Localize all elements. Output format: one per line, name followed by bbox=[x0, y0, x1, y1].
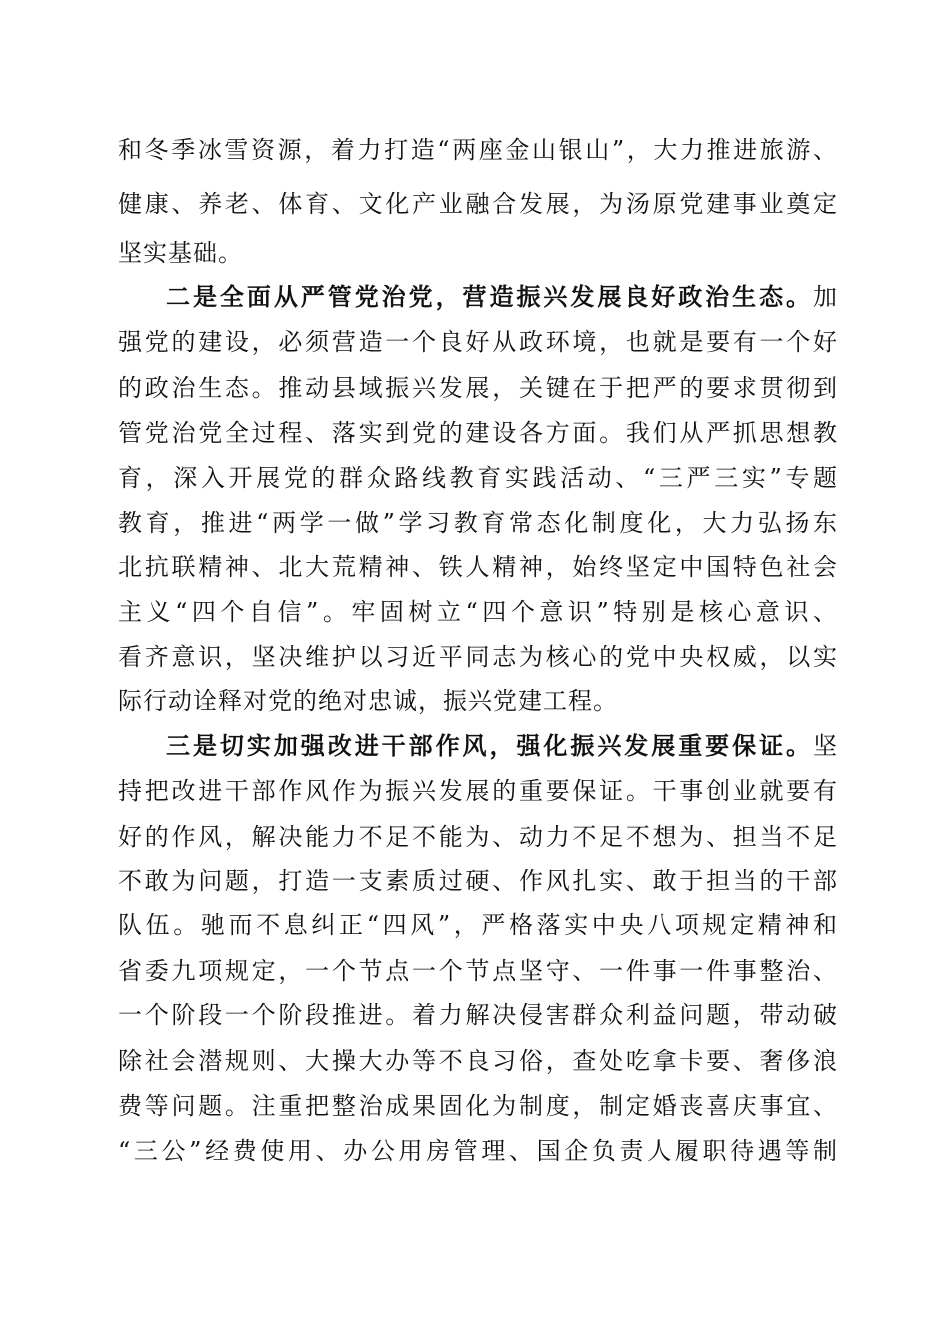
line-text: 北抗联精神、北大荒精神、铁人精神，始终坚定中国特色社会 bbox=[118, 553, 838, 581]
line-text: 持把改进干部作风作为振兴发展的重要保证。干事创业就要有 bbox=[118, 777, 838, 805]
line-text: 的政治生态。推动县域振兴发展，关键在于把严的要求贯彻到 bbox=[118, 374, 838, 402]
text-line bbox=[118, 187, 838, 221]
line-text: 和冬季冰雪资源，着力打造“两座金山银山”，大力推进旅游、 bbox=[118, 136, 838, 164]
text-line bbox=[118, 325, 838, 359]
text-line bbox=[118, 550, 838, 584]
line-text: 坚实基础。 bbox=[118, 239, 243, 267]
line-text: 不敢为问题，打造一支素质过硬、作风扎实、敢于担当的干部 bbox=[118, 867, 838, 895]
text-line bbox=[118, 864, 838, 898]
line-text: 队伍。驰而不息纠正“四风”，严格落实中央八项规定精神和 bbox=[118, 911, 838, 939]
text-line bbox=[118, 954, 838, 988]
text-line bbox=[118, 371, 838, 405]
line-text: 加 bbox=[813, 283, 838, 311]
paragraph-lead-heading: 二是全面从严管党治党，营造振兴发展良好政治生态。 bbox=[166, 282, 813, 311]
text-line bbox=[118, 461, 838, 495]
text-line bbox=[118, 1089, 838, 1123]
line-text: 费等问题。注重把整治成果固化为制度，制定婚丧喜庆事宜、 bbox=[118, 1092, 838, 1120]
text-line bbox=[166, 280, 838, 314]
line-text: 育，深入开展党的群众路线教育实践活动、“三严三实”专题 bbox=[118, 464, 838, 492]
paragraph-lead-heading: 三是切实加强改进干部作风，强化振兴发展重要保证。 bbox=[166, 731, 813, 760]
text-line bbox=[118, 506, 838, 540]
text-line bbox=[118, 908, 838, 942]
text-line bbox=[118, 684, 838, 718]
text-line bbox=[118, 1044, 838, 1078]
text-line bbox=[118, 595, 838, 629]
line-text: 主义“四个自信”。牢固树立“四个意识”特别是核心意识、 bbox=[118, 598, 838, 626]
line-text: 省委九项规定，一个节点一个节点坚守、一件事一件事整治、 bbox=[118, 957, 838, 985]
line-text: 教育，推进“两学一做”学习教育常态化制度化，大力弘扬东 bbox=[118, 509, 838, 537]
line-text: 健康、养老、体育、文化产业融合发展，为汤原党建事业奠定 bbox=[118, 190, 838, 218]
text-line bbox=[118, 640, 838, 674]
line-text: 一个阶段一个阶段推进。着力解决侵害群众利益问题，带动破 bbox=[118, 1001, 838, 1029]
text-line bbox=[118, 133, 838, 167]
line-text: 强党的建设，必须营造一个良好从政环境，也就是要有一个好 bbox=[118, 328, 838, 356]
line-text: 好的作风，解决能力不足不能为、动力不足不想为、担当不足 bbox=[118, 823, 838, 851]
text-line bbox=[118, 1134, 838, 1168]
line-text: 际行动诠释对党的绝对忠诚，振兴党建工程。 bbox=[118, 687, 618, 715]
text-line bbox=[166, 729, 838, 763]
line-text: “三公”经费使用、办公用房管理、国企负责人履职待遇等制 bbox=[118, 1137, 838, 1165]
line-text: 除社会潜规则、大操大办等不良习俗，查处吃拿卡要、奢侈浪 bbox=[118, 1047, 838, 1075]
line-text: 看齐意识，坚决维护以习近平同志为核心的党中央权威，以实 bbox=[118, 643, 838, 671]
text-line bbox=[118, 416, 838, 450]
text-line bbox=[118, 820, 838, 854]
text-line bbox=[118, 774, 838, 808]
text-line bbox=[118, 998, 838, 1032]
line-text: 管党治党全过程、落实到党的建设各方面。我们从严抓思想教 bbox=[118, 419, 838, 447]
text-line bbox=[118, 236, 838, 270]
line-text: 坚 bbox=[813, 732, 838, 760]
